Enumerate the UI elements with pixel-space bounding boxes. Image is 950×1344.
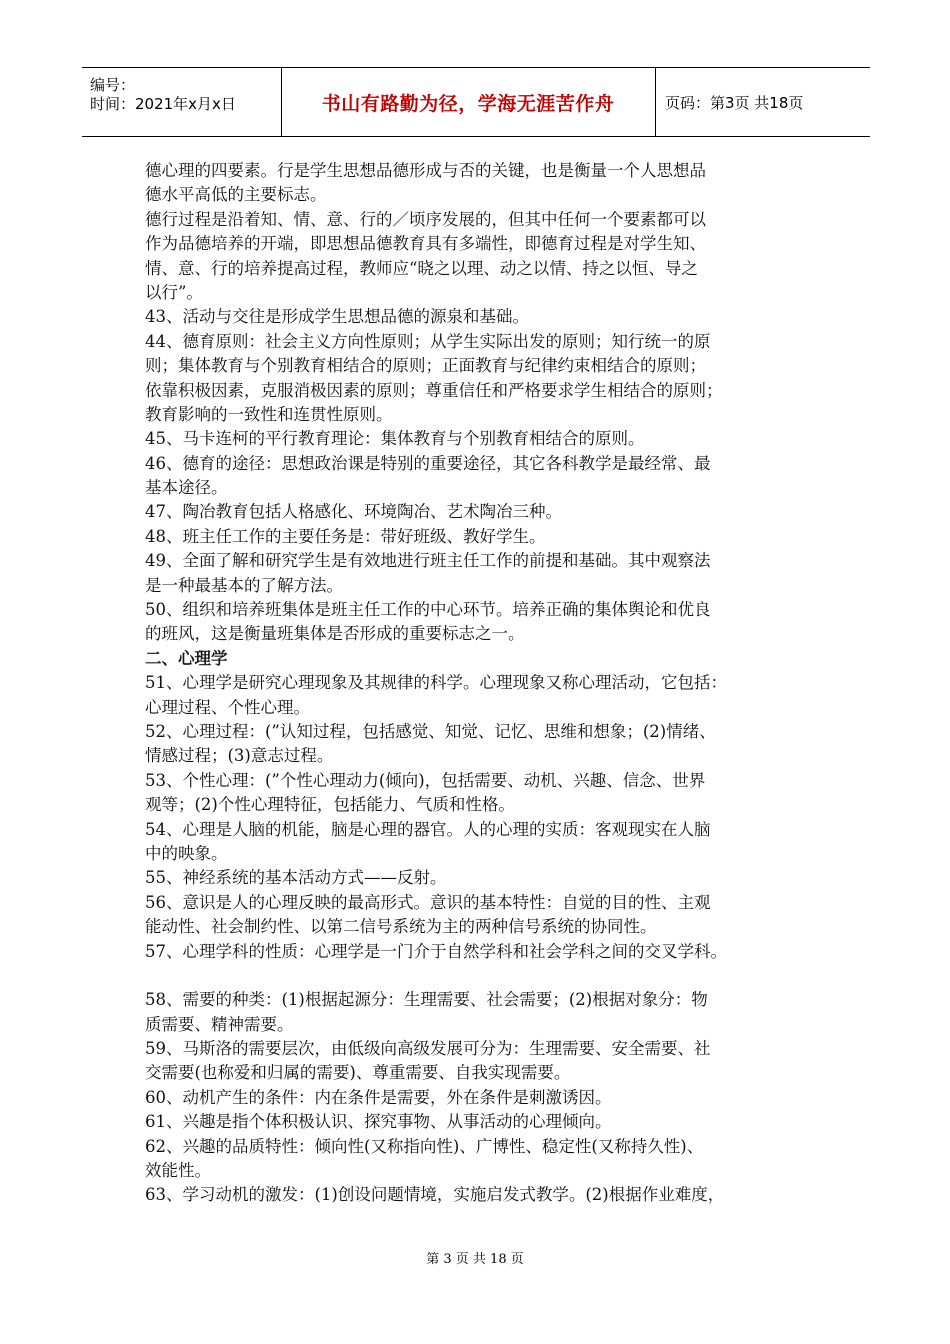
body-text-line: 效能性。 — [145, 1161, 211, 1181]
header-page-cell — [655, 68, 870, 136]
body-text-line: 依靠积极因素，克服消极因素的原则；尊重信任和严格要求学生相结合的原则； — [145, 380, 723, 400]
body-text-line: 54、心理是人脑的机能，脑是心理的器官。人的心理的实质：客观现实在人脑 — [145, 819, 711, 839]
body-text-line: 51、心理学是研究心理现象及其规律的科学。心理现象又称心理活动，它包括： — [145, 673, 727, 693]
body-text-line: 56、意识是人的心理反映的最高形式。意识的基本特性：自觉的目的性、主观 — [145, 892, 711, 912]
body-text-line — [145, 964, 825, 988]
body-text-line: 45、马卡连柯的平行教育理论：集体教育与个别教育相结合的原则。 — [145, 429, 645, 449]
body-text-line: 质需要、精神需要。 — [145, 1014, 294, 1034]
document-body — [145, 159, 825, 1208]
body-text-line: 48、班主任工作的主要任务是：带好班级、教好学生。 — [145, 526, 546, 546]
body-text-line: 60、动机产生的条件：内在条件是需要，外在条件是刺激诱因。 — [145, 1087, 612, 1107]
body-text-line: 61、兴趣是指个体积极认识、探究事物、从事活动的心理倾向。 — [145, 1112, 612, 1132]
body-text-line: 的班风，这是衡量班集体是否形成的重要标志之一。 — [145, 624, 525, 644]
body-text-line: 心理过程、个性心理。 — [145, 697, 310, 717]
body-text-line: 44、德育原则：社会主义方向性原则；从学生实际出发的原则；知行统一的原 — [145, 331, 711, 351]
page-footer: 第 3 页 共 18 页 — [426, 1252, 524, 1267]
body-text-line: 58、需要的种类：(1)根据起源分：生理需要、社会需要；(2)根据对象分：物 — [145, 990, 708, 1010]
body-text-line: 基本途径。 — [145, 478, 228, 498]
body-text-line: 47、陶冶教育包括人格感化、环境陶冶、艺术陶冶三种。 — [145, 502, 562, 522]
body-text-line: 情、意、行的培养提高过程，教师应“晓之以理、动之以情、持之以恒、导之 — [145, 258, 698, 278]
body-text-line: 55、神经系统的基本活动方式——反射。 — [145, 868, 447, 888]
body-text-line: 63、学习动机的激发：(1)创设问题情境，实施启发式教学。(2)根据作业难度， — [145, 1185, 725, 1205]
document-number-label: 编号： — [90, 76, 136, 94]
body-text-line: 交需要(也称爱和归属的需要)、尊重需要、自我实现需要。 — [145, 1063, 571, 1083]
body-text-line: 中的映象。 — [145, 843, 228, 863]
body-text-line: 则；集体教育与个别教育相结合的原则；正面教育与纪律约束相结合的原则； — [145, 356, 706, 376]
body-text-line: 德心理的四要素。行是学生思想品德形成与否的关键，也是衡量一个人思想品 — [145, 161, 706, 180]
body-text-line: 62、兴趣的品质特性：倾向性(又称指向性)、广博性、稳定性(又称持久性)、 — [145, 1136, 704, 1156]
body-text-line: 46、德育的途径：思想政治课是特别的重要途径，其它各科教学是最经常、最 — [145, 453, 711, 473]
body-text-line: 以行”。 — [145, 282, 203, 302]
header-motto-cell — [281, 68, 656, 136]
body-text-line: 情感过程；(3)意志过程。 — [145, 746, 334, 766]
body-text-line: 观等；(2)个性心理特征，包括能力、气质和性格。 — [145, 795, 515, 815]
section-heading: 二、心理学 — [145, 648, 228, 668]
page-header — [82, 67, 870, 137]
body-text-line: 49、全面了解和研究学生是有效地进行班主任工作的前提和基础。其中观察法 — [145, 551, 711, 571]
body-text-line: 50、组织和培养班集体是班主任工作的中心环节。培养正确的集体舆论和优良 — [145, 600, 711, 620]
header-motto: 书山有路勤为径，学海无涯苦作舟 — [321, 92, 615, 115]
header-page-info: 页码：第3页 共18页 — [665, 93, 804, 112]
body-text-line: 43、活动与交往是形成学生思想品德的源泉和基础。 — [145, 307, 529, 327]
body-text-line: 德水平高低的主要标志。 — [145, 185, 327, 205]
document-date-label: 时间：2021年x月x日 — [90, 95, 236, 113]
body-text-line: 57、心理学科的性质：心理学是一门介于自然学科和社会学科之间的交叉学科。 — [145, 941, 727, 961]
body-text-line: 53、个性心理：(”个性心理动力(倾向)，包括需要、动机、兴趣、信念、世界 — [145, 770, 706, 790]
body-text-line: 教育影响的一致性和连贯性原则。 — [145, 404, 393, 424]
header-meta-cell — [82, 68, 282, 136]
body-text-line: 作为品德培养的开端，即思想品德教育具有多端性，即德育过程是对学生知、 — [145, 234, 706, 254]
body-text-line: 能动性、社会制约性、以第二信号系统为主的两种信号系统的协同性。 — [145, 917, 657, 937]
body-text-line: 德行过程是沿着知、情、意、行的／顷序发展的，但其中任何一个要素都可以 — [145, 209, 706, 229]
body-text-line: 52、心理过程：(”认知过程，包括感觉、知觉、记忆、思维和想象；(2)情绪、 — [145, 721, 716, 741]
body-text-line: 是一种最基本的了解方法。 — [145, 575, 343, 595]
body-text-line: 59、马斯洛的需要层次，由低级向高级发展可分为：生理需要、安全需要、社 — [145, 1039, 711, 1059]
